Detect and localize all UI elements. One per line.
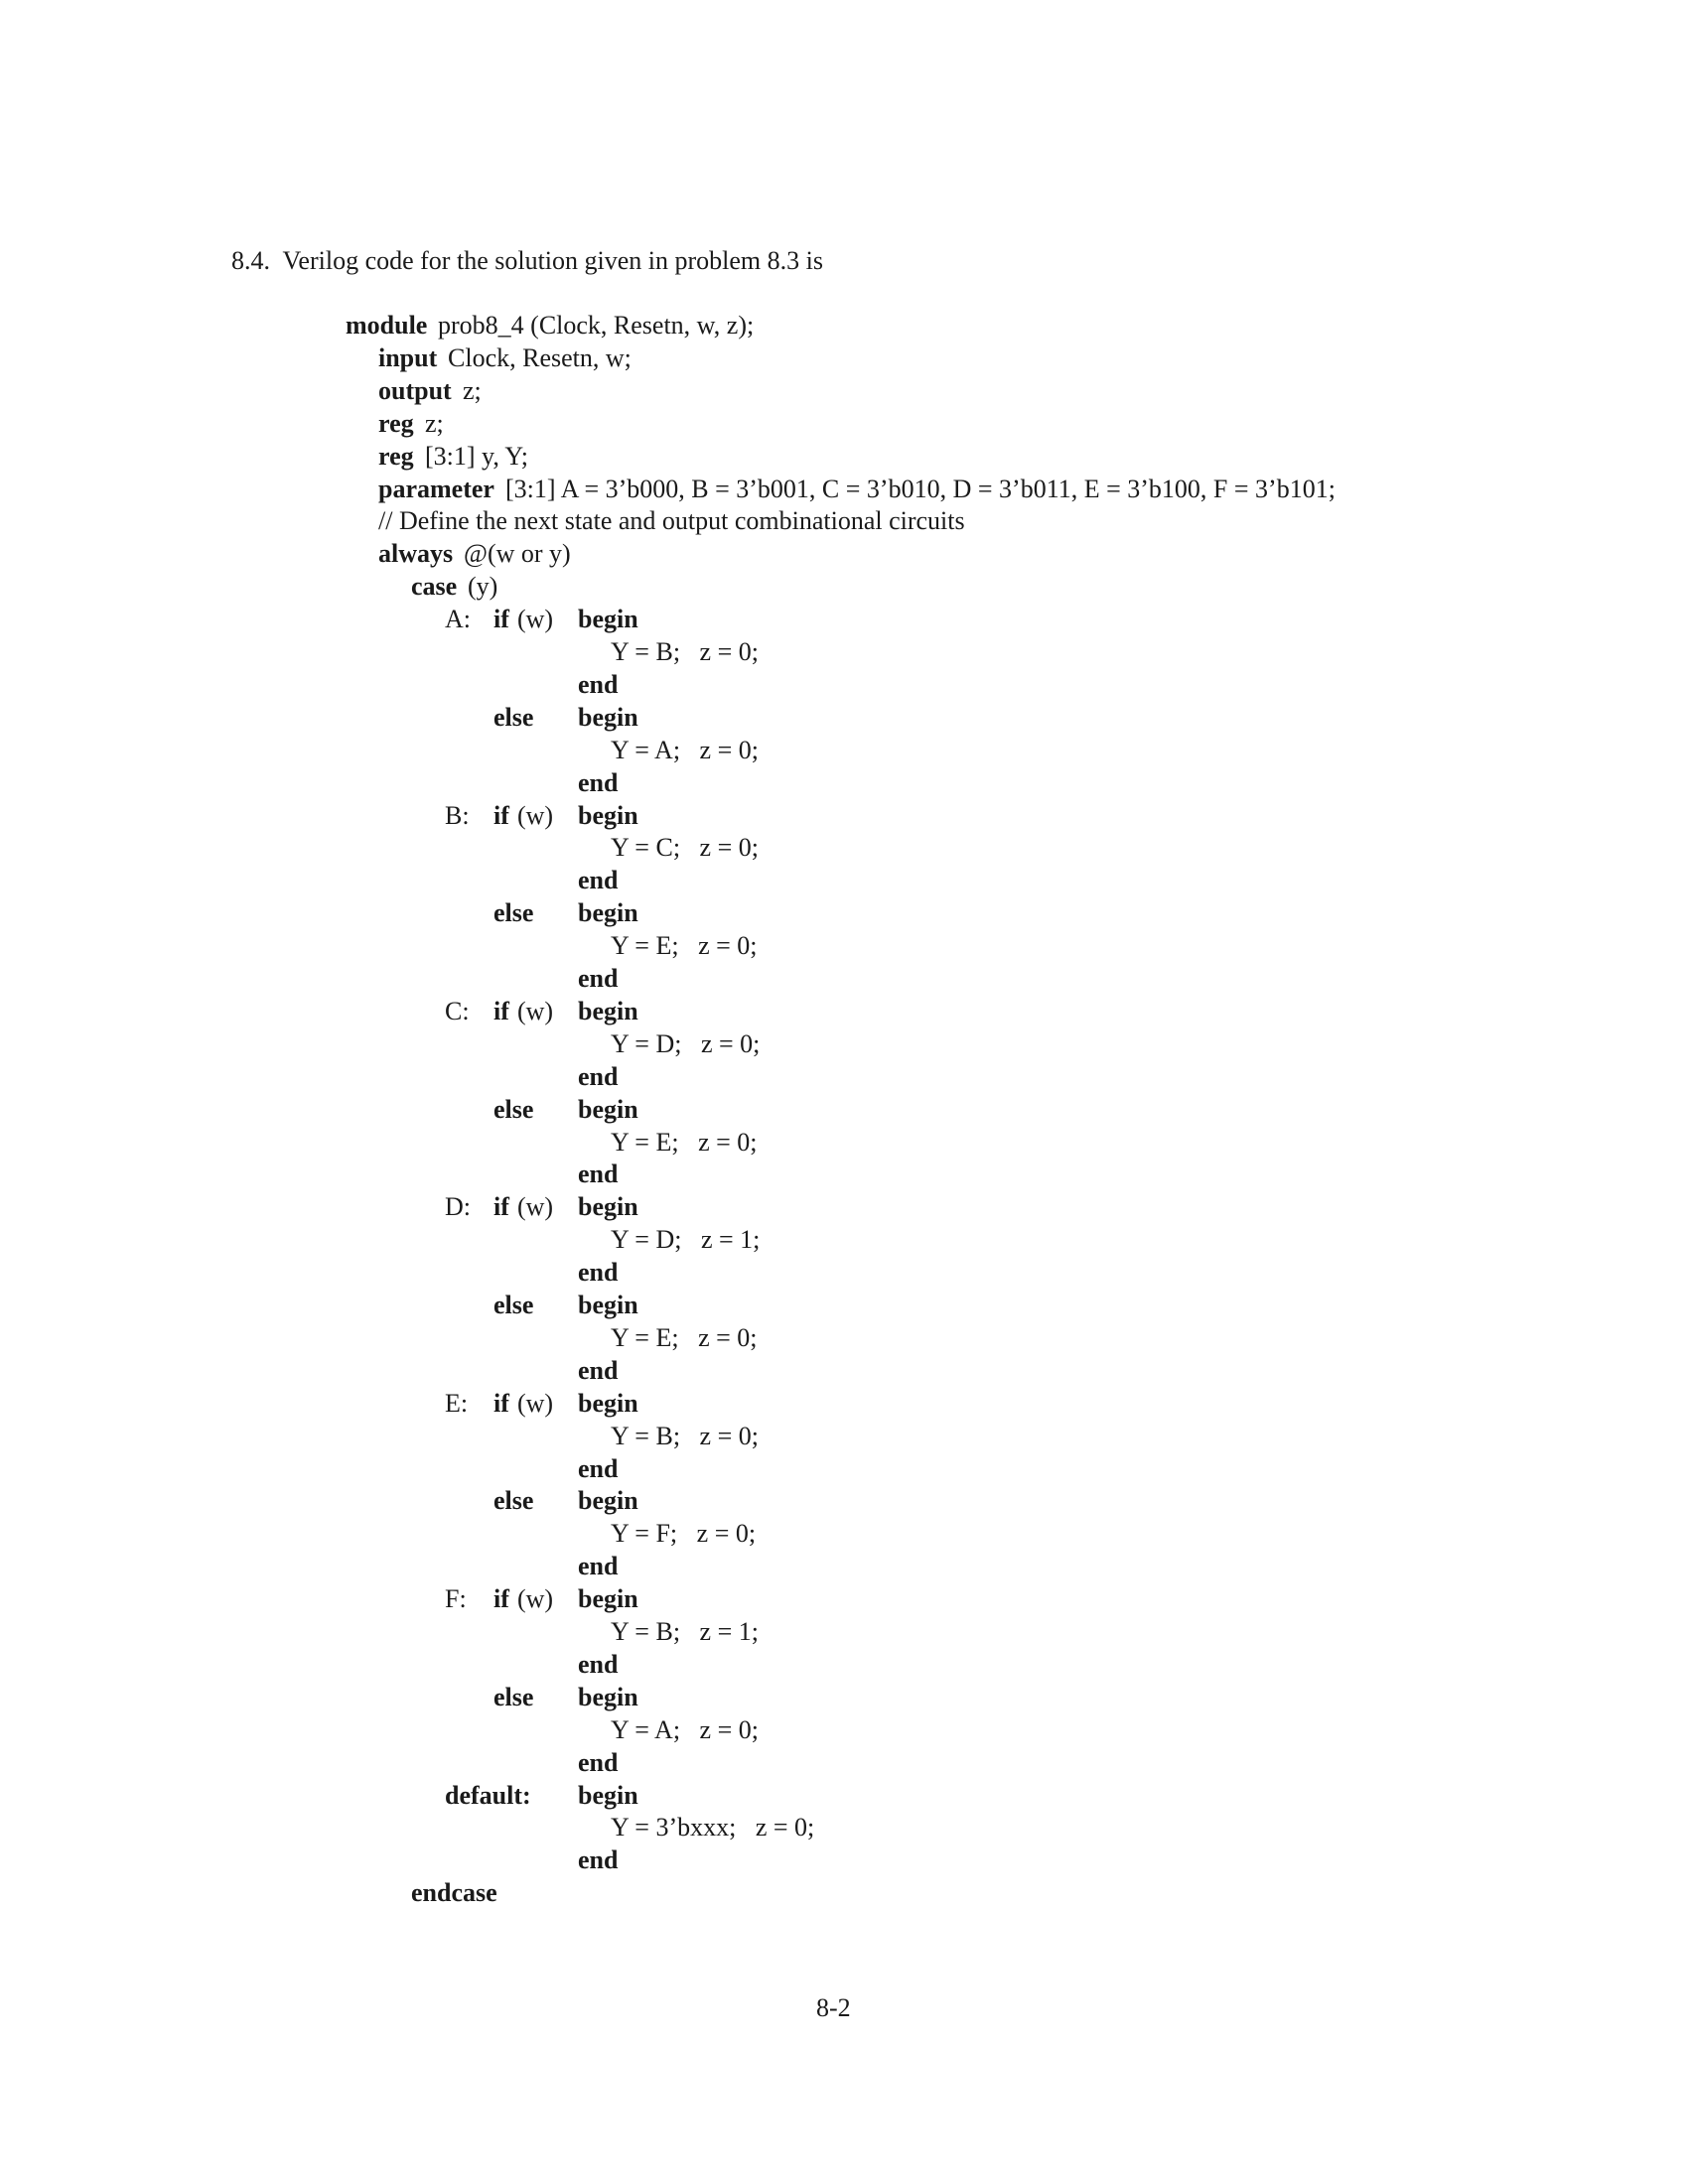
code-comment: // Define the next state and output combinational circuits xyxy=(378,506,965,536)
if-keyword: if xyxy=(493,996,509,1025)
end-keyword: end xyxy=(578,1649,619,1679)
else-keyword: else xyxy=(493,702,534,732)
case-expression: (y) xyxy=(468,572,498,602)
then-statement: Y = B; z = 0; xyxy=(611,1421,759,1450)
if-condition: (w) xyxy=(517,1584,554,1614)
if-keyword: if xyxy=(493,1584,509,1614)
then-statement: Y = D; z = 1; xyxy=(611,1225,761,1255)
end-keyword: end xyxy=(578,964,619,993)
code-keyword: reg xyxy=(378,408,414,438)
begin-keyword: begin xyxy=(578,1486,638,1516)
end-keyword: end xyxy=(578,866,619,895)
case-label: B: xyxy=(445,800,470,830)
begin-keyword: begin xyxy=(578,1584,638,1614)
code-keyword: parameter xyxy=(378,474,494,503)
else-statement: Y = E; z = 0; xyxy=(611,1322,758,1352)
code-text: prob8_4 (Clock, Resetn, w, z); xyxy=(438,311,755,340)
else-keyword: else xyxy=(493,1094,534,1124)
if-keyword: if xyxy=(493,1388,509,1418)
code-text: [3:1] A = 3’b000, B = 3’b001, C = 3’b010, D = 3’b011, E = 3’b100, F = 3’b101; xyxy=(505,474,1336,503)
else-statement: Y = A; z = 0; xyxy=(611,1714,759,1744)
else-keyword: else xyxy=(493,1682,534,1711)
begin-keyword: begin xyxy=(578,1682,638,1711)
begin-keyword: begin xyxy=(578,996,638,1025)
default-label: default: xyxy=(445,1780,531,1810)
case-keyword: case xyxy=(411,572,458,602)
begin-keyword: begin xyxy=(578,1192,638,1222)
end-keyword: end xyxy=(578,1845,619,1875)
case-label: C: xyxy=(445,996,470,1025)
if-condition: (w) xyxy=(517,800,554,830)
else-statement: Y = A; z = 0; xyxy=(611,735,759,764)
page-number: 8-2 xyxy=(816,1993,851,2022)
end-keyword: end xyxy=(578,1552,619,1581)
else-statement: Y = E; z = 0; xyxy=(611,931,758,961)
code-keyword: output xyxy=(378,375,452,405)
begin-keyword: begin xyxy=(578,800,638,830)
begin-keyword: begin xyxy=(578,702,638,732)
code-text: [3:1] y, Y; xyxy=(425,441,528,471)
end-keyword: end xyxy=(578,1355,619,1385)
then-statement: Y = B; z = 0; xyxy=(611,637,759,666)
end-keyword: end xyxy=(578,767,619,797)
then-statement: Y = D; z = 0; xyxy=(611,1028,761,1058)
problem-heading: 8.4. Verilog code for the solution given in problem 8.3 is xyxy=(231,246,823,275)
code-keyword: input xyxy=(378,342,438,372)
code-text: @(w or y) xyxy=(464,539,571,569)
code-text: z; xyxy=(463,375,482,405)
if-keyword: if xyxy=(493,605,509,634)
case-label: F: xyxy=(445,1584,467,1614)
end-keyword: end xyxy=(578,1747,619,1777)
else-keyword: else xyxy=(493,1486,534,1516)
begin-keyword: begin xyxy=(578,605,638,634)
else-statement: Y = E; z = 0; xyxy=(611,1127,758,1157)
if-keyword: if xyxy=(493,800,509,830)
case-label: A: xyxy=(445,605,471,634)
else-keyword: else xyxy=(493,898,534,928)
code-text: z; xyxy=(425,408,444,438)
code-text: Clock, Resetn, w; xyxy=(448,342,632,372)
if-condition: (w) xyxy=(517,605,554,634)
begin-keyword: begin xyxy=(578,1291,638,1319)
case-label: D: xyxy=(445,1192,471,1222)
else-statement: Y = F; z = 0; xyxy=(611,1519,757,1549)
end-keyword: end xyxy=(578,1258,619,1288)
begin-keyword: begin xyxy=(578,1780,638,1810)
begin-keyword: begin xyxy=(578,1094,638,1124)
code-keyword: always xyxy=(378,539,454,569)
endcase-keyword: endcase xyxy=(411,1878,497,1908)
default-statement: Y = 3’bxxx; z = 0; xyxy=(611,1813,815,1843)
then-statement: Y = B; z = 1; xyxy=(611,1617,759,1646)
end-keyword: end xyxy=(578,669,619,699)
case-label: E: xyxy=(445,1388,469,1418)
code-keyword: module xyxy=(346,311,428,340)
begin-keyword: begin xyxy=(578,1388,638,1418)
if-condition: (w) xyxy=(517,1192,554,1222)
end-keyword: end xyxy=(578,1061,619,1091)
code-keyword: reg xyxy=(378,441,414,471)
end-keyword: end xyxy=(578,1160,619,1189)
else-keyword: else xyxy=(493,1291,534,1319)
end-keyword: end xyxy=(578,1453,619,1483)
if-condition: (w) xyxy=(517,996,554,1025)
if-keyword: if xyxy=(493,1192,509,1222)
if-condition: (w) xyxy=(517,1388,554,1418)
begin-keyword: begin xyxy=(578,898,638,928)
then-statement: Y = C; z = 0; xyxy=(611,833,759,863)
